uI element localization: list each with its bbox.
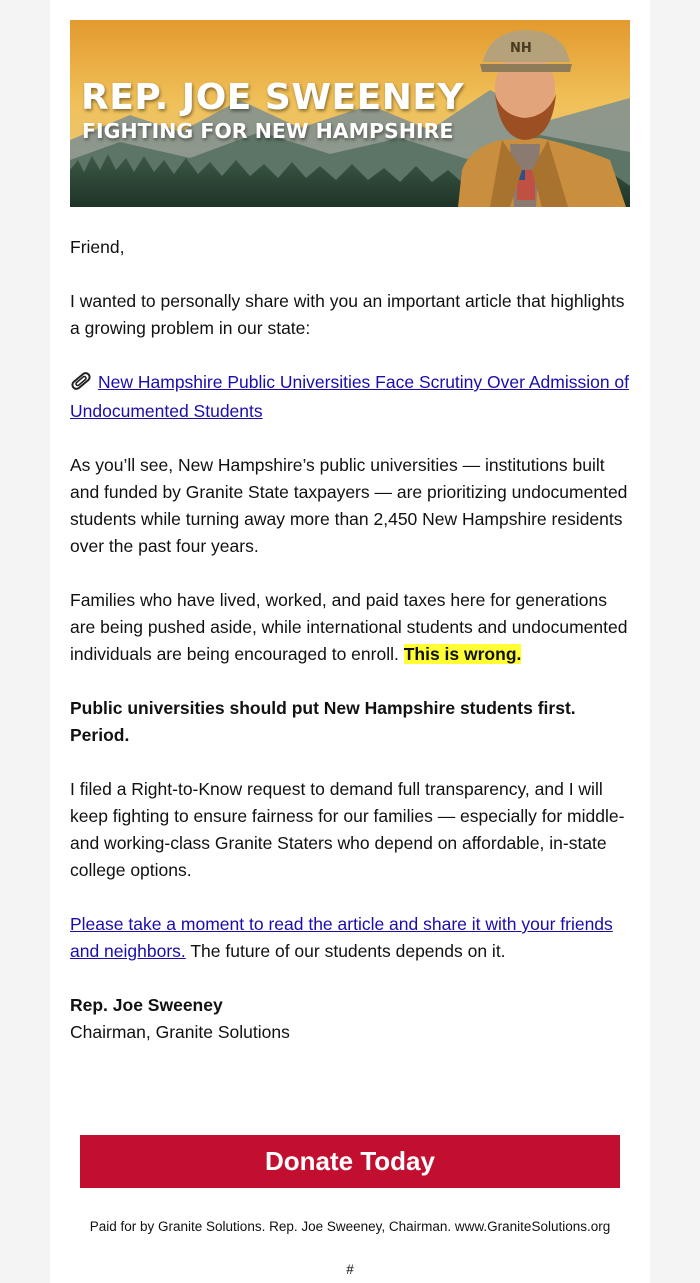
email-content (70, 234, 635, 1073)
share-article-link[interactable]: Please take a moment to read the article and share it with your friends and neighbors. (70, 914, 613, 961)
intro-paragraph: I wanted to personally share with you an important article that highlights a growing problem in our state: (70, 291, 625, 338)
paperclip-icon (70, 371, 92, 398)
paragraph-right-to-know: I filed a Right-to-Know request to demand full transparency, and I will keep fighting to ensure fairness for our families — especially for middle- and working-class Granite Staters who depend on affordable, in-state college options. (70, 779, 625, 880)
cta-text: The future of our students depends on it. (190, 941, 506, 961)
cap-text: NH (510, 41, 532, 56)
paragraph-families (70, 587, 635, 668)
banner-title: REP. JOE SWEENEY (81, 77, 465, 118)
article-link[interactable]: New Hampshire Public Universities Face Scrutiny Over Admission of Undocumented Students (70, 372, 630, 421)
greeting: Friend, (70, 237, 125, 257)
signature-name: Rep. Joe Sweeney (70, 995, 223, 1015)
footer-hash: # (346, 1262, 354, 1277)
signature-title: Chairman, Granite Solutions (70, 1022, 290, 1042)
signature (70, 992, 635, 1046)
article-line (70, 369, 635, 425)
header-banner (70, 20, 630, 207)
paragraph-universities: As you’ll see, New Hampshire’s public universities — institutions built and funded by Granite State taxpayers — are prioritizing undocumented students while turning away more than 2,450 New Hampshire residents over the past four years. (70, 455, 628, 556)
highlighted-text: This is wrong. (403, 644, 522, 664)
donate-button[interactable]: Donate Today (80, 1135, 620, 1188)
banner-subtitle: FIGHTING FOR NEW HAMPSHIRE (82, 119, 454, 143)
paid-for-disclaimer: Paid for by Granite Solutions. Rep. Joe Sweeney, Chairman. www.GraniteSolutions.org (89, 1219, 611, 1234)
email-body (50, 0, 650, 1283)
bold-statement: Public universities should put New Hampshire students first. Period. (70, 698, 576, 745)
families-text: Families who have lived, worked, and paid taxes here for generations are being pushed aside, while international students and undocumented individuals are being encouraged to enroll. (70, 590, 628, 664)
cta-paragraph (70, 911, 635, 965)
